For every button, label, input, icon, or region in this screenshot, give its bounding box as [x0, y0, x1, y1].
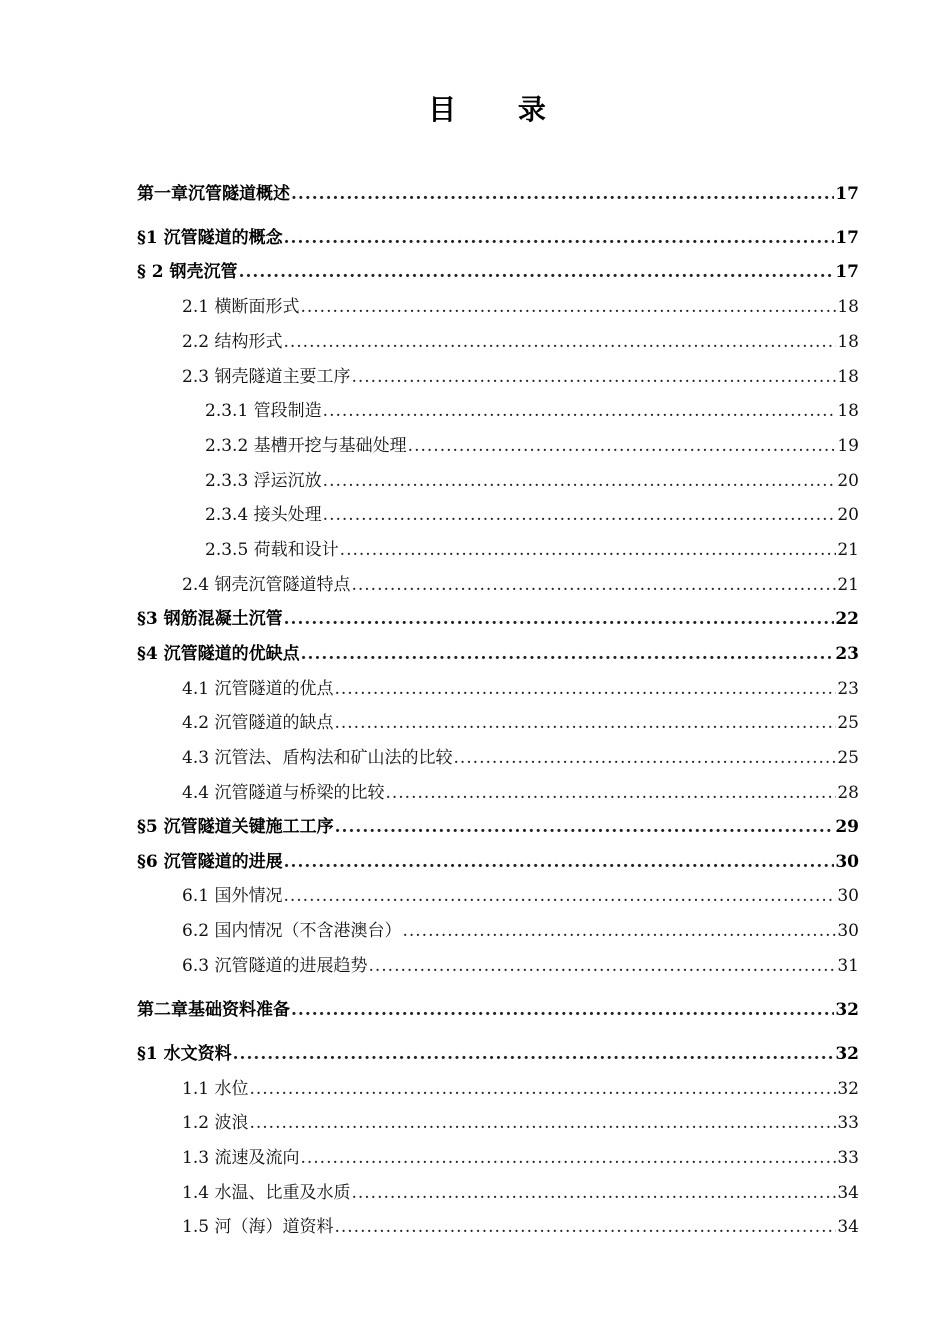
- dot-leader: [284, 850, 835, 874]
- toc-entry-title: 2.1 横断面形式: [182, 297, 300, 317]
- toc-page-number: 33: [837, 1113, 859, 1133]
- toc-entry-title: §4 沉管隧道的优缺点: [137, 644, 300, 664]
- toc-entry[interactable]: [137, 182, 859, 206]
- dot-leader: [233, 1042, 835, 1066]
- toc-entry-title: §3 钢筋混凝土沉管: [137, 609, 283, 629]
- toc-page-number: 32: [835, 1000, 859, 1020]
- toc-entry[interactable]: [182, 330, 859, 354]
- toc-entry-title: §6 沉管隧道的进展: [137, 852, 283, 872]
- toc-entry-title: 第一章沉管隧道概述: [137, 184, 290, 204]
- dot-leader: [283, 330, 836, 354]
- toc-entry[interactable]: [182, 1077, 859, 1101]
- toc-entry[interactable]: [182, 365, 859, 389]
- toc-page-number: 31: [837, 956, 859, 976]
- toc-entry[interactable]: [182, 711, 859, 735]
- dot-leader: [284, 607, 835, 631]
- toc-entry-title: 4.3 沉管法、盾构法和矿山法的比较: [182, 748, 453, 768]
- toc-entry[interactable]: [182, 1146, 859, 1170]
- toc-entry-title: §5 沉管隧道关键施工工序: [137, 817, 334, 837]
- toc-entry[interactable]: [182, 677, 859, 701]
- toc-entry[interactable]: [182, 919, 859, 943]
- toc-entry-title: 6.3 沉管隧道的进展趋势: [182, 956, 368, 976]
- toc-entry[interactable]: [137, 260, 859, 284]
- toc-entry[interactable]: [137, 1042, 859, 1066]
- dot-leader: [283, 884, 836, 908]
- dot-leader: [351, 1181, 836, 1205]
- toc-page-number: 21: [837, 540, 859, 560]
- toc-entry-title: 1.5 河（海）道资料: [182, 1217, 334, 1237]
- dot-leader: [249, 1077, 836, 1101]
- dot-leader: [335, 815, 835, 839]
- toc-page-number: 25: [837, 713, 859, 733]
- toc-entry-title: 1.3 流速及流向: [182, 1148, 300, 1168]
- toc-page-number: 29: [835, 817, 859, 837]
- toc-entry-title: 2.3.2 基槽开挖与基础处理: [205, 436, 407, 456]
- dot-leader: [334, 677, 836, 701]
- toc-page-number: 23: [837, 679, 859, 699]
- toc-page-number: 34: [837, 1217, 859, 1237]
- toc-entry-title: 1.1 水位: [182, 1079, 249, 1099]
- toc-page-number: 18: [837, 332, 859, 352]
- toc-entry[interactable]: [182, 1111, 859, 1135]
- toc-entry[interactable]: [205, 469, 859, 493]
- dot-leader: [368, 954, 836, 978]
- toc-entry[interactable]: [182, 746, 859, 770]
- dot-leader: [453, 746, 836, 770]
- toc-page-number: 21: [837, 575, 859, 595]
- toc-entry[interactable]: [205, 503, 859, 527]
- dot-leader: [334, 711, 836, 735]
- toc-entry-title: 2.3.1 管段制造: [205, 401, 322, 421]
- toc-entry[interactable]: [182, 573, 859, 597]
- toc-page-number: 23: [835, 644, 859, 664]
- toc-page-number: 28: [837, 783, 859, 803]
- toc-entry[interactable]: [182, 1181, 859, 1205]
- toc-page-number: 17: [835, 262, 859, 282]
- dot-leader: [300, 295, 836, 319]
- toc-page-number: 17: [835, 228, 859, 248]
- toc-entry[interactable]: [182, 884, 859, 908]
- dot-leader: [408, 434, 837, 458]
- toc-entry-title: 4.4 沉管隧道与桥梁的比较: [182, 783, 385, 803]
- dot-leader: [351, 365, 836, 389]
- toc-entry[interactable]: [182, 1215, 859, 1239]
- dot-leader: [300, 1146, 836, 1170]
- toc-page-number: 19: [837, 436, 859, 456]
- dot-leader: [323, 503, 837, 527]
- toc-entry-title: 2.3.3 浮运沉放: [205, 471, 322, 491]
- toc-entry[interactable]: [182, 954, 859, 978]
- toc-entry-title: 1.2 波浪: [182, 1113, 249, 1133]
- dot-leader: [323, 399, 837, 423]
- toc-entry-title: §1 水文资料: [137, 1044, 232, 1064]
- toc-entry-title: 第二章基础资料准备: [137, 1000, 290, 1020]
- dot-leader: [239, 260, 835, 284]
- toc-page-number: 20: [837, 471, 859, 491]
- toc-entry-title: 6.1 国外情况: [182, 886, 283, 906]
- toc-page-number: 18: [837, 401, 859, 421]
- dot-leader: [340, 538, 837, 562]
- toc-page-number: 34: [837, 1183, 859, 1203]
- dot-leader: [284, 226, 835, 250]
- toc-page-number: 30: [837, 886, 859, 906]
- dot-leader: [402, 919, 836, 943]
- toc-entry[interactable]: [182, 295, 859, 319]
- toc-page-number: 18: [837, 297, 859, 317]
- toc-page-number: 18: [837, 367, 859, 387]
- toc-entry-title: 2.2 结构形式: [182, 332, 283, 352]
- dot-leader: [291, 182, 834, 206]
- toc-page-number: 33: [837, 1148, 859, 1168]
- toc-entry[interactable]: [182, 781, 859, 805]
- toc-page-number: 17: [835, 184, 859, 204]
- toc-entry[interactable]: [137, 850, 859, 874]
- toc-entry[interactable]: [205, 399, 859, 423]
- toc-entry-title: § 2 钢壳沉管: [137, 262, 238, 282]
- toc-page-number: 30: [837, 921, 859, 941]
- toc-entry[interactable]: [137, 815, 859, 839]
- toc-entry-title: 2.4 钢壳沉管隧道特点: [182, 575, 351, 595]
- dot-leader: [249, 1111, 836, 1135]
- dot-leader: [301, 642, 835, 666]
- toc-page-number: 20: [837, 505, 859, 525]
- toc-page-number: 32: [837, 1079, 859, 1099]
- toc-entry-title: 4.2 沉管隧道的缺点: [182, 713, 334, 733]
- toc-entry[interactable]: [137, 642, 859, 666]
- toc-entry-title: 2.3.5 荷载和设计: [205, 540, 339, 560]
- toc-entry-title: 1.4 水温、比重及水质: [182, 1183, 351, 1203]
- toc-entry[interactable]: [205, 538, 859, 562]
- toc-page-number: 22: [835, 609, 859, 629]
- toc-entry[interactable]: [137, 607, 859, 631]
- toc-entry-title: 4.1 沉管隧道的优点: [182, 679, 334, 699]
- toc-page-number: 32: [835, 1044, 859, 1064]
- toc-entry[interactable]: [205, 434, 859, 458]
- toc-entry[interactable]: [137, 226, 859, 250]
- toc-entry[interactable]: [137, 998, 859, 1022]
- toc-title: 目 录: [428, 93, 572, 126]
- toc-entry-title: §1 沉管隧道的概念: [137, 228, 283, 248]
- toc-entry-title: 6.2 国内情况（不含港澳台）: [182, 921, 402, 941]
- dot-leader: [385, 781, 836, 805]
- dot-leader: [334, 1215, 836, 1239]
- toc-entry-title: 2.3.4 接头处理: [205, 505, 322, 525]
- toc-page-number: 25: [837, 748, 859, 768]
- toc-entry-title: 2.3 钢壳隧道主要工序: [182, 367, 351, 387]
- dot-leader: [351, 573, 836, 597]
- toc-page-number: 30: [835, 852, 859, 872]
- dot-leader: [323, 469, 837, 493]
- dot-leader: [291, 998, 834, 1022]
